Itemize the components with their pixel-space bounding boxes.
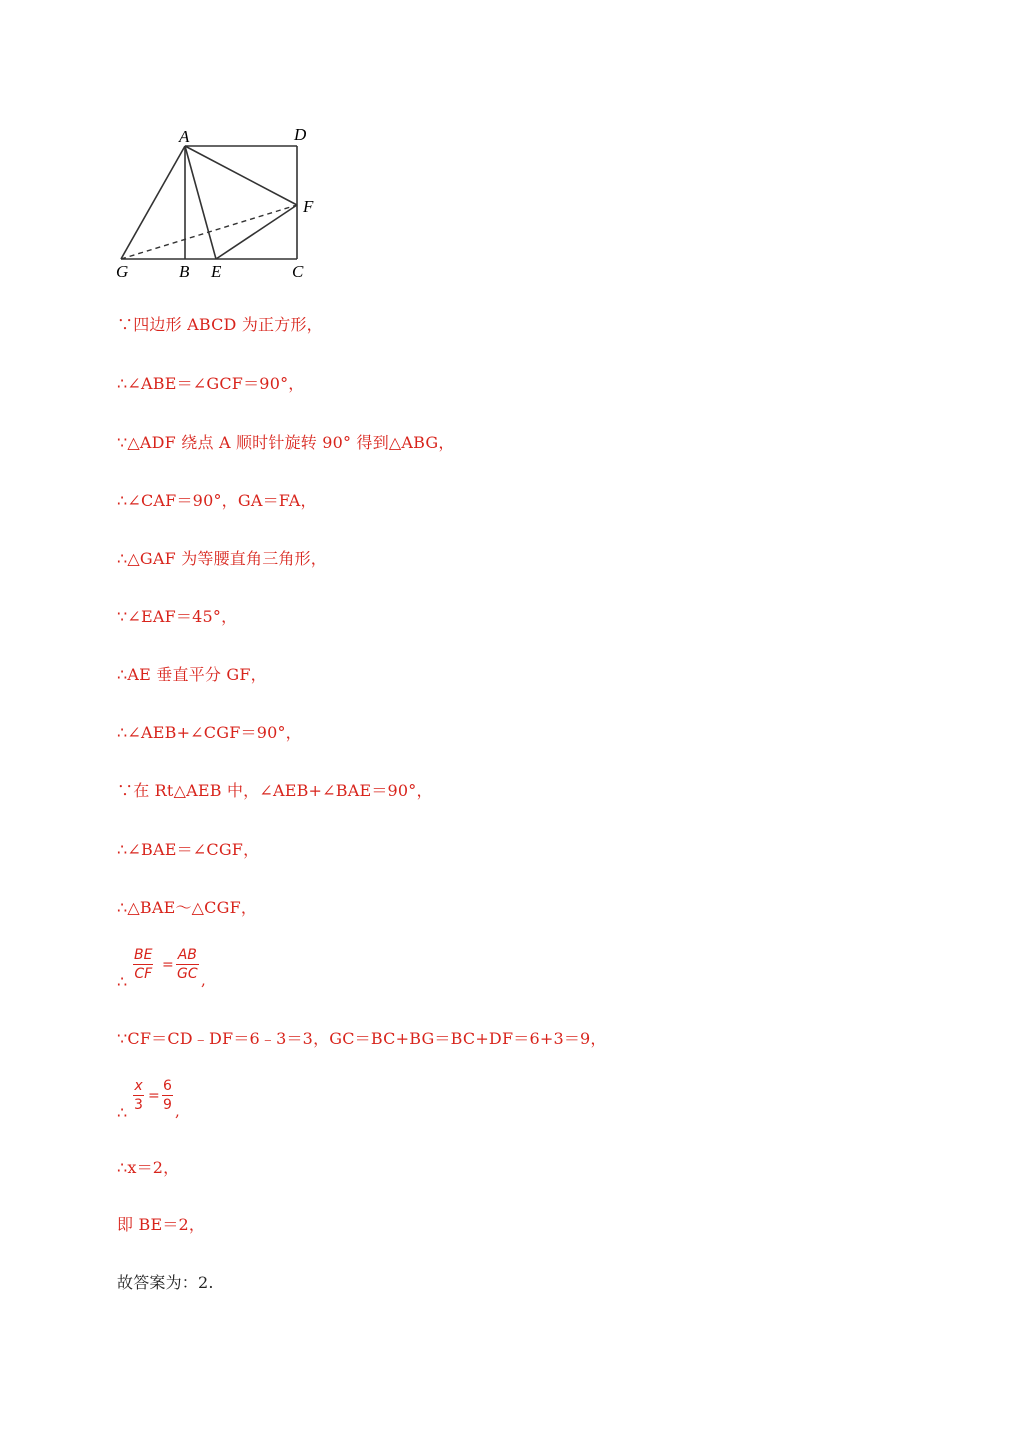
solution-line-16: 即 BE＝2，	[117, 1215, 206, 1234]
segment-af	[185, 146, 297, 205]
fraction-denominator: 3	[134, 1097, 143, 1113]
solution-line-7: ∴AE 垂直平分 GF，	[117, 665, 267, 684]
solution-line-15: ∴x＝2，	[117, 1158, 180, 1177]
solution-line-11: ∴△BAE～△CGF，	[117, 898, 258, 917]
final-answer-line: 故答案为：2.	[117, 1273, 214, 1292]
solution-line-10: ∴∠BAE＝∠CGF，	[117, 840, 260, 859]
solution-line-8: ∴∠AEB+∠CGF＝90°，	[117, 723, 302, 742]
label-d: D	[294, 125, 307, 144]
label-a: A	[179, 127, 190, 146]
fraction-numerator: 6	[163, 1078, 172, 1094]
equals-sign: =	[148, 1088, 160, 1104]
solution-line-14	[117, 1075, 317, 1123]
fraction-be-cf	[133, 946, 153, 983]
label-e: E	[211, 262, 222, 281]
fraction-6-9	[162, 1077, 173, 1114]
label-b: B	[179, 262, 190, 281]
segment-ae	[185, 146, 216, 259]
solution-line-1: ∵四边形 ABCD 为正方形，	[117, 315, 323, 334]
label-g: G	[116, 262, 129, 281]
fraction-denominator: CF	[134, 966, 153, 982]
fraction-numerator: AB	[177, 947, 197, 963]
comma: ,	[201, 971, 206, 989]
solution-line-5: ∴△GAF 为等腰直角三角形，	[117, 549, 328, 568]
segment-ef	[216, 205, 297, 259]
fraction-numerator: BE	[134, 947, 153, 963]
solution-line-2: ∴∠ABE＝∠GCF＝90°，	[117, 374, 305, 393]
therefore-symbol: ∴	[117, 1103, 128, 1122]
solution-line-9: ∵在 Rt△AEB 中，∠AEB+∠BAE＝90°，	[117, 781, 433, 800]
equals-sign: =	[162, 957, 174, 973]
fraction-numerator: x	[134, 1078, 143, 1094]
solution-line-3: ∵△ADF 绕点 A 顺时针旋转 90° 得到△ABG，	[117, 433, 455, 452]
therefore-symbol: ∴	[117, 972, 128, 991]
comma: ,	[175, 1102, 180, 1120]
solution-line-13: ∵CF＝CD﹣DF＝6﹣3＝3，GC＝BC+BG＝BC+DF＝6+3＝9，	[117, 1029, 607, 1048]
label-f: F	[303, 197, 314, 216]
fraction-x-3	[133, 1077, 144, 1114]
fraction-denominator: 9	[163, 1097, 172, 1113]
solution-line-6: ∵∠EAF＝45°，	[117, 607, 238, 626]
geometry-figure	[110, 120, 340, 290]
fraction-ab-gc	[176, 946, 199, 983]
fraction-denominator: GC	[177, 966, 198, 982]
solution-line-12	[117, 944, 317, 992]
label-c: C	[292, 262, 304, 281]
solution-line-4: ∴∠CAF＝90°，GA＝FA，	[117, 491, 317, 510]
